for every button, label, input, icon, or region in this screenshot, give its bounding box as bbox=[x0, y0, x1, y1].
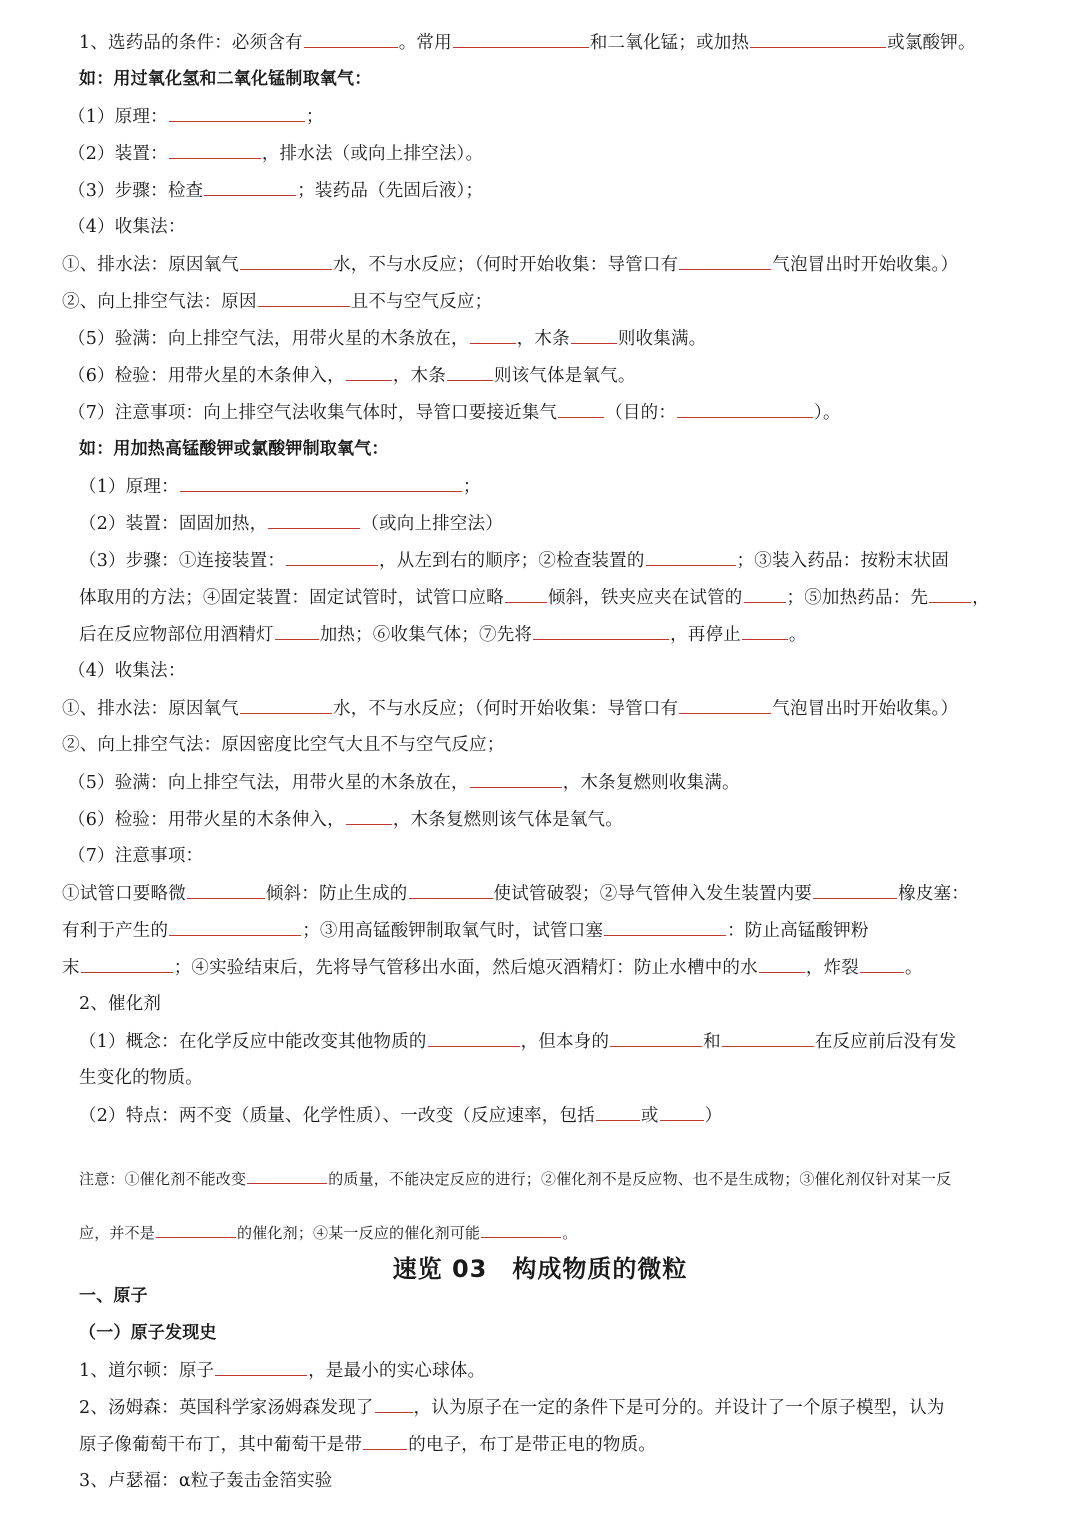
text-segment: 1、道尔顿：原子 bbox=[79, 1361, 215, 1381]
text-segment: ；④实验结束后，先将导气管移出水面，然后熄灭酒精灯：防止水槽中的水 bbox=[173, 958, 758, 978]
text-segment: ，木条复燃则该气体是氧气。 bbox=[392, 810, 623, 830]
answer-blank[interactable] bbox=[679, 697, 771, 714]
text-line bbox=[79, 512, 503, 535]
text-segment: 的质量，不能决定反应的进行；②催化剂不是反应物、也不是生成物；③催化剂仅针对某一反 bbox=[328, 1170, 952, 1188]
text-segment: 。 bbox=[562, 1224, 578, 1242]
text-line: 3、卢瑟福：α粒子轰击金箔实验 bbox=[79, 1471, 333, 1491]
text-segment: （7）注意事项：向上排空气法收集气体时，导管口要接近集气 bbox=[68, 403, 558, 423]
answer-blank[interactable] bbox=[481, 1223, 561, 1238]
section-title: 速览 03 构成物质的微粒 bbox=[392, 1255, 688, 1283]
answer-blank[interactable] bbox=[722, 1030, 814, 1047]
text-segment: ，从左到右的顺序；②检查装置的 bbox=[379, 551, 645, 571]
answer-blank[interactable] bbox=[533, 623, 669, 640]
text-segment: 倾斜，铁夹应夹在试管的 bbox=[547, 588, 743, 608]
text-segment: （2）装置：固固加热， bbox=[79, 514, 268, 534]
answer-blank[interactable] bbox=[247, 1169, 327, 1184]
answer-blank[interactable] bbox=[660, 1104, 704, 1121]
answer-blank[interactable] bbox=[169, 105, 305, 122]
text-segment: 。常用 bbox=[398, 33, 452, 53]
text-line bbox=[62, 290, 492, 313]
answer-blank[interactable] bbox=[677, 401, 813, 418]
text-segment: 在反应前后没有发 bbox=[814, 1032, 957, 1052]
text-segment: ②、向上排空气法：原因 bbox=[62, 292, 257, 312]
text-segment: （6）检验：用带火星的木条伸入， bbox=[68, 366, 345, 386]
text-segment: ，再停止 bbox=[670, 625, 741, 645]
text-segment: ； bbox=[462, 477, 481, 497]
text-line: 生变化的物质。 bbox=[79, 1068, 203, 1088]
text-segment: （2）特点：两不变（质量、化学性质）、一改变（反应速率，包括 bbox=[79, 1106, 595, 1126]
text-line bbox=[62, 697, 958, 720]
text-segment: （1）原理： bbox=[68, 107, 168, 127]
text-line bbox=[68, 327, 706, 350]
answer-blank[interactable] bbox=[505, 586, 547, 603]
text-line bbox=[79, 586, 990, 609]
answer-blank[interactable] bbox=[215, 1359, 307, 1376]
text-line bbox=[79, 1396, 945, 1419]
text-segment: 和二氧化锰；或加热 bbox=[589, 33, 750, 53]
text-segment: 气泡冒出时开始收集。） bbox=[772, 255, 959, 275]
text-segment: （1）概念：在化学反应中能改变其他物质的 bbox=[79, 1032, 427, 1052]
text-segment: 或氯酸钾。 bbox=[887, 33, 976, 53]
text-segment: （或向上排空法） bbox=[361, 514, 503, 534]
text-line bbox=[79, 475, 481, 498]
text-segment: 应，并不是 bbox=[79, 1224, 156, 1242]
answer-blank[interactable] bbox=[363, 1433, 407, 1450]
answer-blank[interactable] bbox=[428, 1030, 520, 1047]
answer-blank[interactable] bbox=[240, 253, 332, 270]
text-segment: 。 bbox=[904, 958, 923, 978]
text-line bbox=[79, 1030, 956, 1053]
text-segment: 后在反应物部位用酒精灯 bbox=[79, 625, 274, 645]
text-line bbox=[68, 401, 841, 424]
text-segment: 体取用的方法；④固定装置：固定试管时，试管口应略 bbox=[79, 588, 504, 608]
text-segment: 1、选药品的条件：必须含有 bbox=[79, 33, 303, 53]
note-line bbox=[79, 1222, 577, 1244]
text-segment: 。 bbox=[788, 625, 807, 645]
text-segment: 的电子，布丁是带正电的物质。 bbox=[408, 1435, 657, 1455]
text-segment: 2、汤姆森：英国科学家汤姆森发现了 bbox=[79, 1398, 374, 1418]
text-line: （4）收集法： bbox=[68, 661, 186, 681]
answer-blank[interactable] bbox=[679, 253, 771, 270]
section-heading: 如：用过氧化氢和二氧化锰制取氧气： bbox=[79, 69, 372, 89]
text-segment: ，是最小的实心球体。 bbox=[308, 1361, 486, 1381]
text-segment: ；装药品（先固后液）； bbox=[297, 181, 484, 201]
answer-blank[interactable] bbox=[240, 697, 332, 714]
answer-blank[interactable] bbox=[275, 623, 319, 640]
text-segment: ；③用高锰酸钾制取氧气时，试管口塞 bbox=[302, 921, 604, 941]
text-segment: 倾斜：防止生成的 bbox=[265, 884, 408, 904]
text-segment: 的催化剂；④某一反应的催化剂可能 bbox=[237, 1224, 481, 1242]
text-segment: ；③装入药品：按粉末状固 bbox=[736, 551, 949, 571]
answer-blank[interactable] bbox=[169, 919, 301, 936]
text-line bbox=[68, 142, 483, 165]
text-segment: ：防止高锰酸钾粉 bbox=[727, 921, 869, 941]
answer-blank[interactable] bbox=[571, 327, 617, 344]
answer-blank[interactable] bbox=[453, 31, 589, 48]
text-segment: （5）验满：向上排空气法，用带火星的木条放在， bbox=[68, 329, 469, 349]
text-line bbox=[62, 919, 869, 942]
answer-blank[interactable] bbox=[604, 919, 726, 936]
text-segment: 橡皮塞： bbox=[898, 884, 969, 904]
answer-blank[interactable] bbox=[750, 31, 886, 48]
text-segment: 水，不与水反应；（何时开始收集：导管口有 bbox=[333, 255, 679, 275]
subsection-heading: （一）原子发现史 bbox=[79, 1323, 217, 1343]
text-segment: 则收集满。 bbox=[617, 329, 707, 349]
text-segment: 加热；⑥收集气体；⑦先将 bbox=[319, 625, 533, 645]
text-segment: （1）原理： bbox=[79, 477, 179, 497]
text-line bbox=[68, 808, 623, 831]
text-line bbox=[79, 549, 949, 572]
text-segment: ①、排水法：原因氧气 bbox=[62, 699, 239, 719]
text-line: 2、催化剂 bbox=[79, 994, 162, 1014]
text-segment: 注意：①催化剂不能改变 bbox=[79, 1170, 247, 1188]
text-line bbox=[68, 771, 740, 794]
text-line bbox=[79, 1433, 656, 1456]
text-segment: ，排水法（或向上排空法）。 bbox=[261, 144, 484, 164]
answer-blank[interactable] bbox=[929, 586, 971, 603]
text-segment: ，炸裂 bbox=[805, 958, 859, 978]
answer-blank[interactable] bbox=[304, 31, 398, 48]
text-segment: （3）步骤：①连接装置： bbox=[79, 551, 286, 571]
answer-blank[interactable] bbox=[204, 179, 296, 196]
text-segment: （3）步骤：检查 bbox=[68, 181, 204, 201]
text-line bbox=[68, 105, 324, 128]
answer-blank[interactable] bbox=[813, 882, 897, 899]
text-line bbox=[68, 179, 483, 202]
text-segment: （2）装置： bbox=[68, 144, 168, 164]
text-segment: ）。 bbox=[814, 403, 841, 423]
text-segment: 水，不与水反应；（何时开始收集：导管口有 bbox=[333, 699, 679, 719]
answer-blank[interactable] bbox=[258, 290, 350, 307]
text-segment: ，但本身的 bbox=[520, 1032, 610, 1052]
text-segment: ， bbox=[972, 588, 990, 608]
answer-blank[interactable] bbox=[409, 882, 493, 899]
text-line bbox=[62, 253, 958, 276]
answer-blank[interactable] bbox=[346, 808, 392, 825]
answer-blank[interactable] bbox=[169, 142, 261, 159]
answer-blank[interactable] bbox=[860, 956, 904, 973]
text-segment: ，木条复燃则收集满。 bbox=[562, 773, 740, 793]
answer-blank[interactable] bbox=[346, 364, 392, 381]
text-segment: 有利于产生的 bbox=[62, 921, 169, 941]
text-segment: 末 bbox=[62, 958, 80, 978]
answer-blank[interactable] bbox=[470, 327, 516, 344]
text-segment: ，认为原子在一定的条件下是可分的。并设计了一个原子模型，认为 bbox=[413, 1398, 945, 1418]
text-line: （7）注意事项： bbox=[68, 846, 204, 866]
text-line bbox=[62, 956, 923, 979]
answer-blank[interactable] bbox=[759, 956, 805, 973]
answer-blank[interactable] bbox=[744, 586, 786, 603]
text-line bbox=[79, 1359, 485, 1382]
text-segment: ； bbox=[305, 107, 324, 127]
answer-blank[interactable] bbox=[470, 771, 562, 788]
text-segment: 原子像葡萄干布丁，其中葡萄干是带 bbox=[79, 1435, 363, 1455]
text-line bbox=[79, 31, 976, 54]
text-segment: ；⑤加热药品：先 bbox=[786, 588, 929, 608]
text-segment: 或 bbox=[640, 1106, 659, 1126]
text-segment: （6）检验：用带火星的木条伸入， bbox=[68, 810, 345, 830]
text-segment: （目的： bbox=[605, 403, 677, 423]
answer-blank[interactable] bbox=[156, 1223, 236, 1238]
answer-blank[interactable] bbox=[447, 364, 493, 381]
text-segment: 使试管破裂；②导气管伸入发生装置内要 bbox=[493, 884, 813, 904]
answer-blank[interactable] bbox=[81, 956, 173, 973]
text-segment: ①、排水法：原因氧气 bbox=[62, 255, 239, 275]
text-segment: 且不与空气反应； bbox=[350, 292, 493, 312]
answer-blank[interactable] bbox=[286, 549, 378, 566]
text-segment: 气泡冒出时开始收集。） bbox=[772, 699, 959, 719]
text-line bbox=[79, 623, 807, 646]
section-heading: 一、原子 bbox=[79, 1286, 148, 1306]
text-line bbox=[79, 1104, 722, 1127]
answer-blank[interactable] bbox=[610, 1030, 702, 1047]
text-segment: ，木条 bbox=[392, 366, 446, 386]
text-line bbox=[68, 364, 636, 387]
text-segment: ，木条 bbox=[516, 329, 570, 349]
note-line bbox=[79, 1168, 951, 1190]
answer-blank[interactable] bbox=[375, 1396, 413, 1413]
section-heading: 如：用加热高锰酸钾或氯酸钾制取氧气： bbox=[79, 439, 389, 459]
answer-blank[interactable] bbox=[187, 882, 265, 899]
answer-blank[interactable] bbox=[742, 623, 788, 640]
text-line: ②、向上排空气法：原因密度比空气大且不与空气反应； bbox=[62, 735, 505, 755]
answer-blank[interactable] bbox=[268, 512, 360, 529]
answer-blank[interactable] bbox=[596, 1104, 640, 1121]
text-segment: 和 bbox=[703, 1032, 721, 1052]
answer-blank[interactable] bbox=[180, 475, 462, 492]
text-segment: ） bbox=[704, 1106, 723, 1126]
answer-blank[interactable] bbox=[558, 401, 604, 418]
text-segment: 则该气体是氧气。 bbox=[493, 366, 636, 386]
text-segment: （5）验满：向上排空气法，用带火星的木条放在， bbox=[68, 773, 469, 793]
text-segment: ①试管口要略微 bbox=[62, 884, 186, 904]
text-line: （4）收集法： bbox=[68, 217, 186, 237]
text-line bbox=[62, 882, 969, 905]
answer-blank[interactable] bbox=[646, 549, 736, 566]
